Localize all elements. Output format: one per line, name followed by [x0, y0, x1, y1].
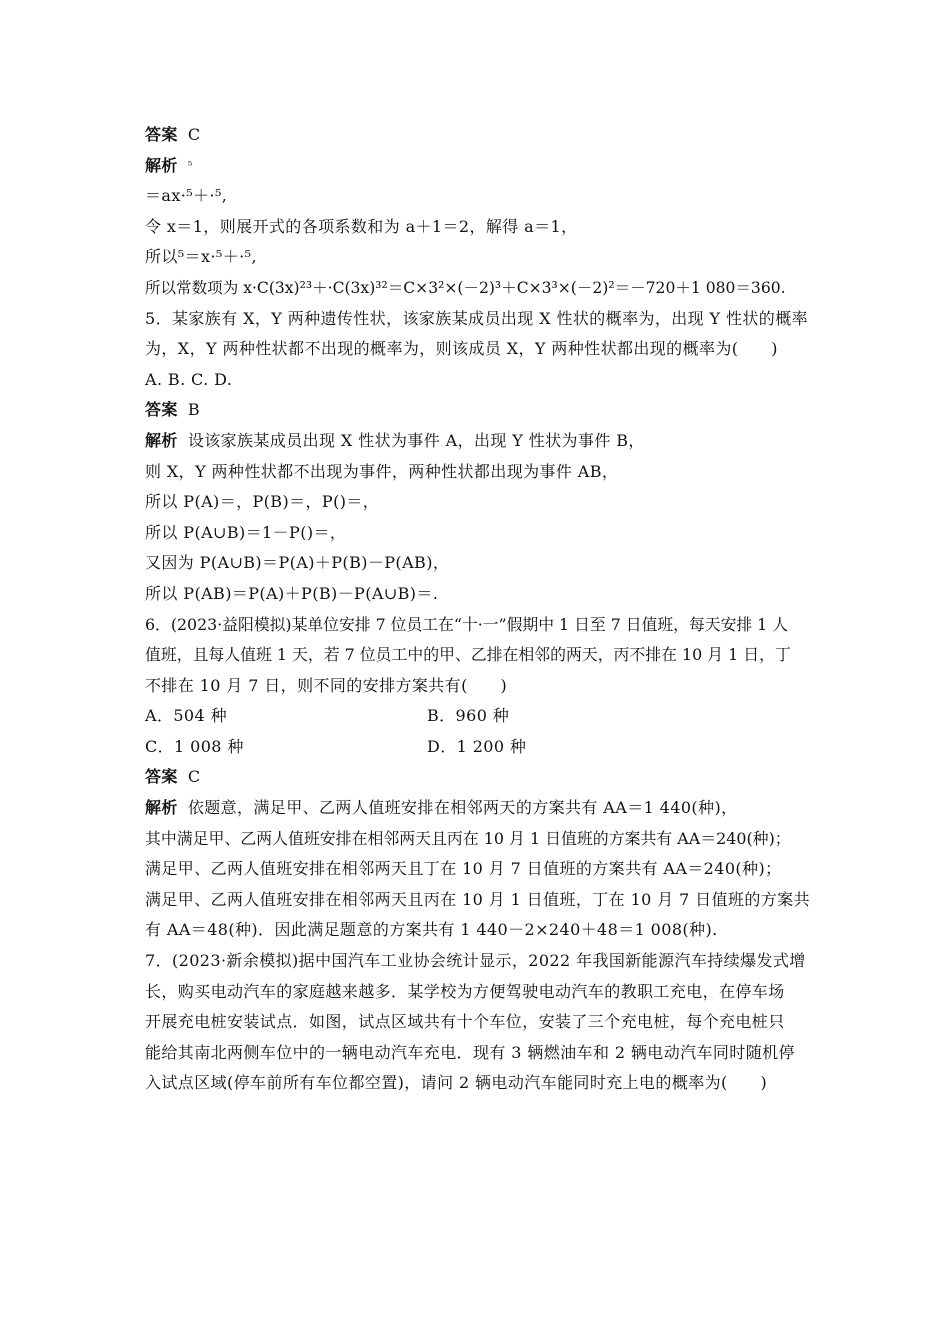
- q4-analysis-line-3: 令 x＝1，则展开式的各项系数和为 a＋1＝2，解得 a＝1，: [145, 216, 578, 236]
- analysis-text: 设该家族某成员出现 X 性状为事件 A，出现 Y 性状为事件 B，: [187, 430, 645, 450]
- option-a: A．504 种: [145, 706, 227, 726]
- q4-analysis-line-4: 所以⁵＝x·⁵＋·⁵,: [145, 247, 257, 267]
- analysis-text: ⁵: [187, 158, 193, 172]
- q5-analysis-line-5: 又因为 P(A∪B)＝P(A)＋P(B)－P(AB)，: [145, 553, 450, 573]
- answer-value: C: [187, 125, 201, 144]
- answer-label: 答案: [145, 125, 178, 144]
- q5-analysis-line-4: 所以 P(A∪B)＝1－P()＝，: [145, 522, 347, 542]
- q5-analysis-line-2: 则 X，Y 两种性状都不出现为事件，两种性状都出现为事件 AB，: [145, 461, 619, 481]
- analysis-label: 解析: [145, 798, 178, 818]
- option-b: B．960 种: [427, 706, 510, 726]
- q6-stem-line-1: 6．(2023·益阳模拟)某单位安排 7 位员工在“十·一”假期中 1 日至 7 日值班，每天安排 1 人: [145, 614, 789, 634]
- q5-options: A. B. C. D.: [145, 369, 233, 389]
- q5-analysis-line-3: 所以 P(A)＝，P(B)＝，P()＝，: [145, 492, 380, 512]
- q6-analysis-line-1: [145, 793, 810, 824]
- q7-stem-line-5: 入试点区域(停车前所有车位都空置)，请问 2 辆电动汽车能同时充上电的概率为( ): [145, 1073, 768, 1093]
- q6-answer-line: [145, 762, 810, 793]
- q4-analysis-line-2: ＝ax·⁵＋·⁵,: [145, 186, 228, 206]
- q5-analysis-line-6: 所以 P(AB)＝P(A)＋P(B)－P(A∪B)＝.: [145, 583, 439, 603]
- answer-label: 答案: [145, 400, 178, 420]
- answer-value: C: [187, 767, 201, 787]
- q4-analysis-line-1: [145, 151, 810, 182]
- answer-value: B: [187, 400, 200, 420]
- q5-answer-line: [145, 395, 810, 426]
- analysis-label: 解析: [145, 430, 178, 450]
- q6-analysis-line-2: 其中满足甲、乙两人值班安排在相邻两天且丙在 10 月 1 日值班的方案共有 AA＝240(种)；: [145, 828, 791, 848]
- q6-options-row-2: [145, 732, 810, 763]
- answer-label: 答案: [145, 767, 178, 787]
- q5-analysis-line-1: [145, 426, 810, 457]
- q7-stem-line-2: 长，购买电动汽车的家庭越来越多．某学校为方便驾驶电动汽车的教职工充电，在停车场: [145, 981, 785, 1001]
- analysis-label: 解析: [145, 155, 178, 175]
- q6-analysis-line-4: 满足甲、乙两人值班安排在相邻两天且丙在 10 月 1 日值班，丁在 10 月 7 日值班的方案共: [145, 889, 810, 909]
- q5-stem-line-1: 5．某家族有 X，Y 两种遗传性状，该家族某成员出现 X 性状的概率为，出现 Y 性状的概率: [145, 308, 809, 328]
- q6-stem-line-3: 不排在 10 月 7 日，则不同的安排方案共有( ): [145, 675, 508, 695]
- q6-analysis-line-3: 满足甲、乙两人值班安排在相邻两天且丁在 10 月 7 日值班的方案共有 AA＝240(种)；: [145, 859, 782, 879]
- option-d: D．1 200 种: [427, 736, 527, 756]
- q5-stem-line-2: 为，X，Y 两种性状都不出现的概率为，则该成员 X，Y 两种性状都出现的概率为( ): [145, 339, 778, 359]
- q7-stem-line-1: 7．(2023·新余模拟)据中国汽车工业协会统计显示，2022 年我国新能源汽车持续爆发式增: [145, 951, 806, 971]
- document-page: [145, 120, 810, 1099]
- analysis-text: 依题意，满足甲、乙两人值班安排在相邻两天的方案共有 AA＝1 440(种)，: [187, 798, 738, 818]
- option-c: C．1 008 种: [145, 736, 244, 756]
- q6-analysis-line-5: 有 AA＝48(种)．因此满足题意的方案共有 1 440－2×240＋48＝1 008(种).: [145, 920, 718, 940]
- q4-analysis-line-5: 所以常数项为 x·C(3x)²³＋·C(3x)³²＝C×3²×(－2)³＋C×3³×(－2)²＝－720＋1 080＝360.: [145, 278, 786, 297]
- q7-stem-line-3: 开展充电桩安装试点．如图，试点区域共有十个车位，安装了三个充电桩，每个充电桩只: [145, 1012, 785, 1032]
- q7-stem-line-4: 能给其南北两侧车位中的一辆电动汽车充电．现有 3 辆燃油车和 2 辆电动汽车同时随机停: [145, 1042, 795, 1062]
- q6-options-row-1: [145, 701, 810, 732]
- q4-answer-line: [145, 120, 810, 151]
- q6-stem-line-2: 值班，且每人值班 1 天，若 7 位员工中的甲、乙排在相邻的两天，丙不排在 10 月 1 日，丁: [145, 645, 791, 665]
